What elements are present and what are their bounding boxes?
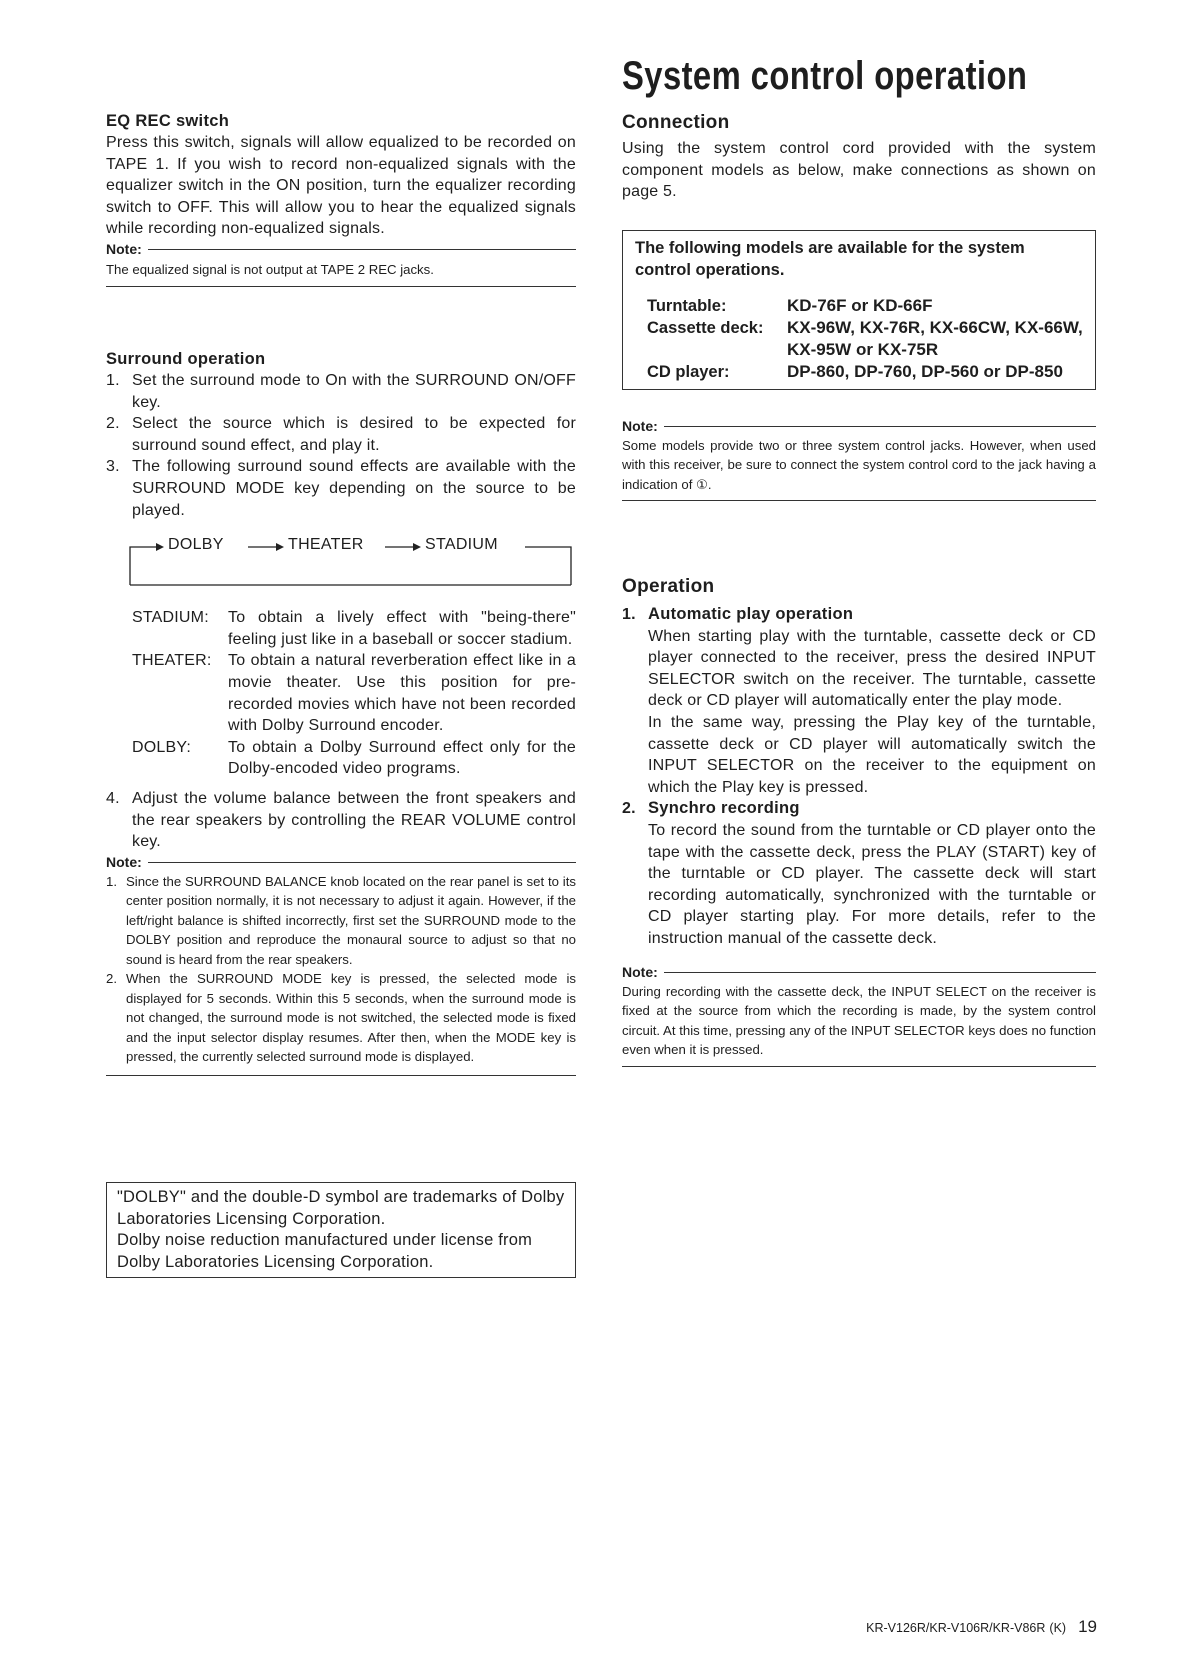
- mode-desc: To obtain a lively effect with "being-there" feeling just like in a baseball or soccer stadium.: [228, 609, 576, 648]
- eq-note-label: Note:: [106, 241, 576, 257]
- list-item: 1. Since the SURROUND BALANCE knob located on the rear panel is set to its center position normally, it is not necessary to adjust it again. However, if the left/right balance is shifted incorrectly, first set the SURROUND mode to the DOLBY position and reproduce the monaural source to adjust so that no sound is heard from the rear speakers.: [106, 873, 576, 967]
- operation-divider: [622, 1066, 1096, 1067]
- operation-heading: Operation: [622, 576, 715, 597]
- list-item: 1. Set the surround mode to On with the SURROUND ON/OFF key.: [106, 372, 576, 411]
- surround-notes: [106, 872, 576, 1067]
- list-item: 4. Adjust the volume balance between the front speakers and the rear speakers by controlling the REAR VOLUME control key.: [106, 789, 576, 851]
- surround-step-4: [106, 788, 576, 853]
- model-value: DP-860, DP-760, DP-560 or DP-850: [787, 361, 1063, 381]
- model-value: KX-96W, KX-76R, KX-66CW, KX-66W, KX-95W or KX-75R: [787, 317, 1083, 359]
- eq-rec-text: Press this switch, signals will allow equalized to be recorded on TAPE 1. If you wish to record non-equalized signals with the equalizer switch in the ON position, turn the equalizer recording switch to OFF. This will allow you to hear the equalized signals while recording non-equalized signals.: [106, 134, 576, 238]
- surround-divider: [106, 1075, 576, 1076]
- operation-items: [622, 604, 1096, 950]
- flow-theater: THEATER: [288, 536, 364, 554]
- model-label: Turntable:: [647, 296, 727, 315]
- mode-name: STADIUM:: [132, 609, 209, 627]
- surround-mode-cycle-diagram: [106, 533, 576, 593]
- mode-desc: To obtain a natural reverberation effect like in a movie theater. Use this position for pre-recorded movies which have not been recorded with Dolby Surround encoder.: [228, 652, 576, 735]
- mode-name: THEATER:: [132, 652, 212, 670]
- page-footer: [866, 1617, 1097, 1637]
- connection-heading: Connection: [622, 112, 730, 133]
- footer-model-numbers: KR-V126R/KR-V106R/KR-V86R: [866, 1621, 1046, 1635]
- connection-section: [622, 112, 1096, 501]
- compatible-models-box: [622, 230, 1096, 390]
- trademark-line: "DOLBY" and the double-D symbol are trademarks of Dolby Laboratories Licensing Corporation.: [117, 1188, 565, 1228]
- surround-mode-definitions: [132, 607, 576, 780]
- trademark-box: [106, 1182, 576, 1278]
- model-label: CD player:: [647, 362, 730, 381]
- page-number: 19: [1078, 1617, 1097, 1636]
- item-paragraph: To record the sound from the turntable or CD player onto the tape with the cassette deck, press the PLAY (START) key of the turntable or CD player. The cassette deck will start recording automatically, synchronized with the turntable or CD player starting play. For more details, refer to the instruction manual of the cassette deck.: [648, 821, 1096, 947]
- trademark-line: Dolby noise reduction manufactured under license from Dolby Laboratories Licensing Corporation.: [117, 1231, 533, 1271]
- operation-note-text: During recording with the cassette deck, the INPUT SELECT on the receiver is fixed at the source from which the recording is made, by the system control circuit. At this time, pressing any of the INPUT SELECTOR keys does no function even when it is pressed.: [622, 983, 1096, 1057]
- model-label: Cassette deck:: [647, 318, 764, 337]
- operation-note-label: Note:: [622, 964, 1096, 980]
- surround-note-label: Note:: [106, 854, 576, 870]
- surround-steps: [106, 370, 576, 521]
- list-item: 3. The following surround sound effects are available with the SURROUND MODE key depending on the source to be played.: [106, 458, 576, 519]
- eq-rec-section: [106, 112, 576, 287]
- list-item: 2. Select the source which is desired to be expected for surround sound effect, and play it.: [106, 415, 576, 454]
- item-title: Automatic play operation: [648, 605, 854, 623]
- page-title: System control operation: [622, 54, 1028, 98]
- mode-name: DOLBY:: [132, 738, 192, 756]
- connection-divider: [622, 500, 1096, 501]
- surround-section: [106, 350, 576, 1076]
- list-item: 2. Synchro recording To record the sound from the turntable or CD player onto the tape with the cassette deck, press the PLAY (START) key of the turntable or CD player. The cassette deck will start recording automatically, synchronized with the turntable or CD player starting play. For more details, refer to the instruction manual of the cassette deck.: [622, 798, 1096, 949]
- footer-kenwood-mark: (K): [1049, 1621, 1067, 1635]
- list-item: 2. When the SURROUND MODE key is pressed, the selected mode is displayed for 5 seconds. Within this 5 seconds, when the surround mode is not changed, the surround mode is not switched, the selected mode is fixed and the input selector display resumes. After then, when the MODE key is pressed, the currently selected surround mode is displayed.: [106, 971, 576, 1065]
- eq-rec-heading: EQ REC switch: [106, 112, 230, 130]
- list-item: 1. Automatic play operation When starting play with the turntable, cassette deck or CD player connected to the receiver, press the desired INPUT SELECTOR switch on the receiver. The turntable, cassette deck or CD player will automatically enter the play mode. In the same way, pressing the Play key of the turntable, cassette deck or CD player will automatically switch the INPUT SELECTOR on the receiver to the equipment on which the Play key is pressed.: [622, 604, 1096, 798]
- flow-dolby: DOLBY: [168, 536, 224, 554]
- surround-heading: Surround operation: [106, 350, 266, 368]
- model-value: KD-76F or KD-66F: [787, 295, 933, 315]
- mode-desc: To obtain a Dolby Surround effect only for the Dolby-encoded video programs.: [228, 738, 576, 778]
- connection-text: Using the system control cord provided with the system component models as below, make connections as shown on page 5.: [622, 140, 1096, 201]
- item-title: Synchro recording: [648, 799, 800, 818]
- connection-note-label: Note:: [622, 418, 1096, 434]
- models-list: [647, 295, 1085, 383]
- item-paragraph: When starting play with the turntable, cassette deck or CD player connected to the receiver, press the desired INPUT SELECTOR switch on the receiver. The turntable, cassette deck or CD player will automatically enter the play mode.: [648, 627, 1096, 710]
- connection-note-text: Some models provide two or three system control jacks. However, when used with this receiver, be sure to connect the system control cord to the jack having a indication of ①.: [622, 437, 1096, 492]
- flow-stadium: STADIUM: [425, 536, 498, 554]
- eq-note-text: The equalized signal is not output at TAPE 2 REC jacks.: [106, 261, 434, 277]
- models-box-heading: The following models are available for the system control operations.: [635, 238, 1025, 279]
- eq-divider: [106, 286, 576, 287]
- item-paragraph: In the same way, pressing the Play key of the turntable, cassette deck or CD player will automatically switch the INPUT SELECTOR on the receiver to the equipment on which the Play key is pressed.: [648, 713, 1096, 796]
- operation-section: [622, 576, 1096, 1067]
